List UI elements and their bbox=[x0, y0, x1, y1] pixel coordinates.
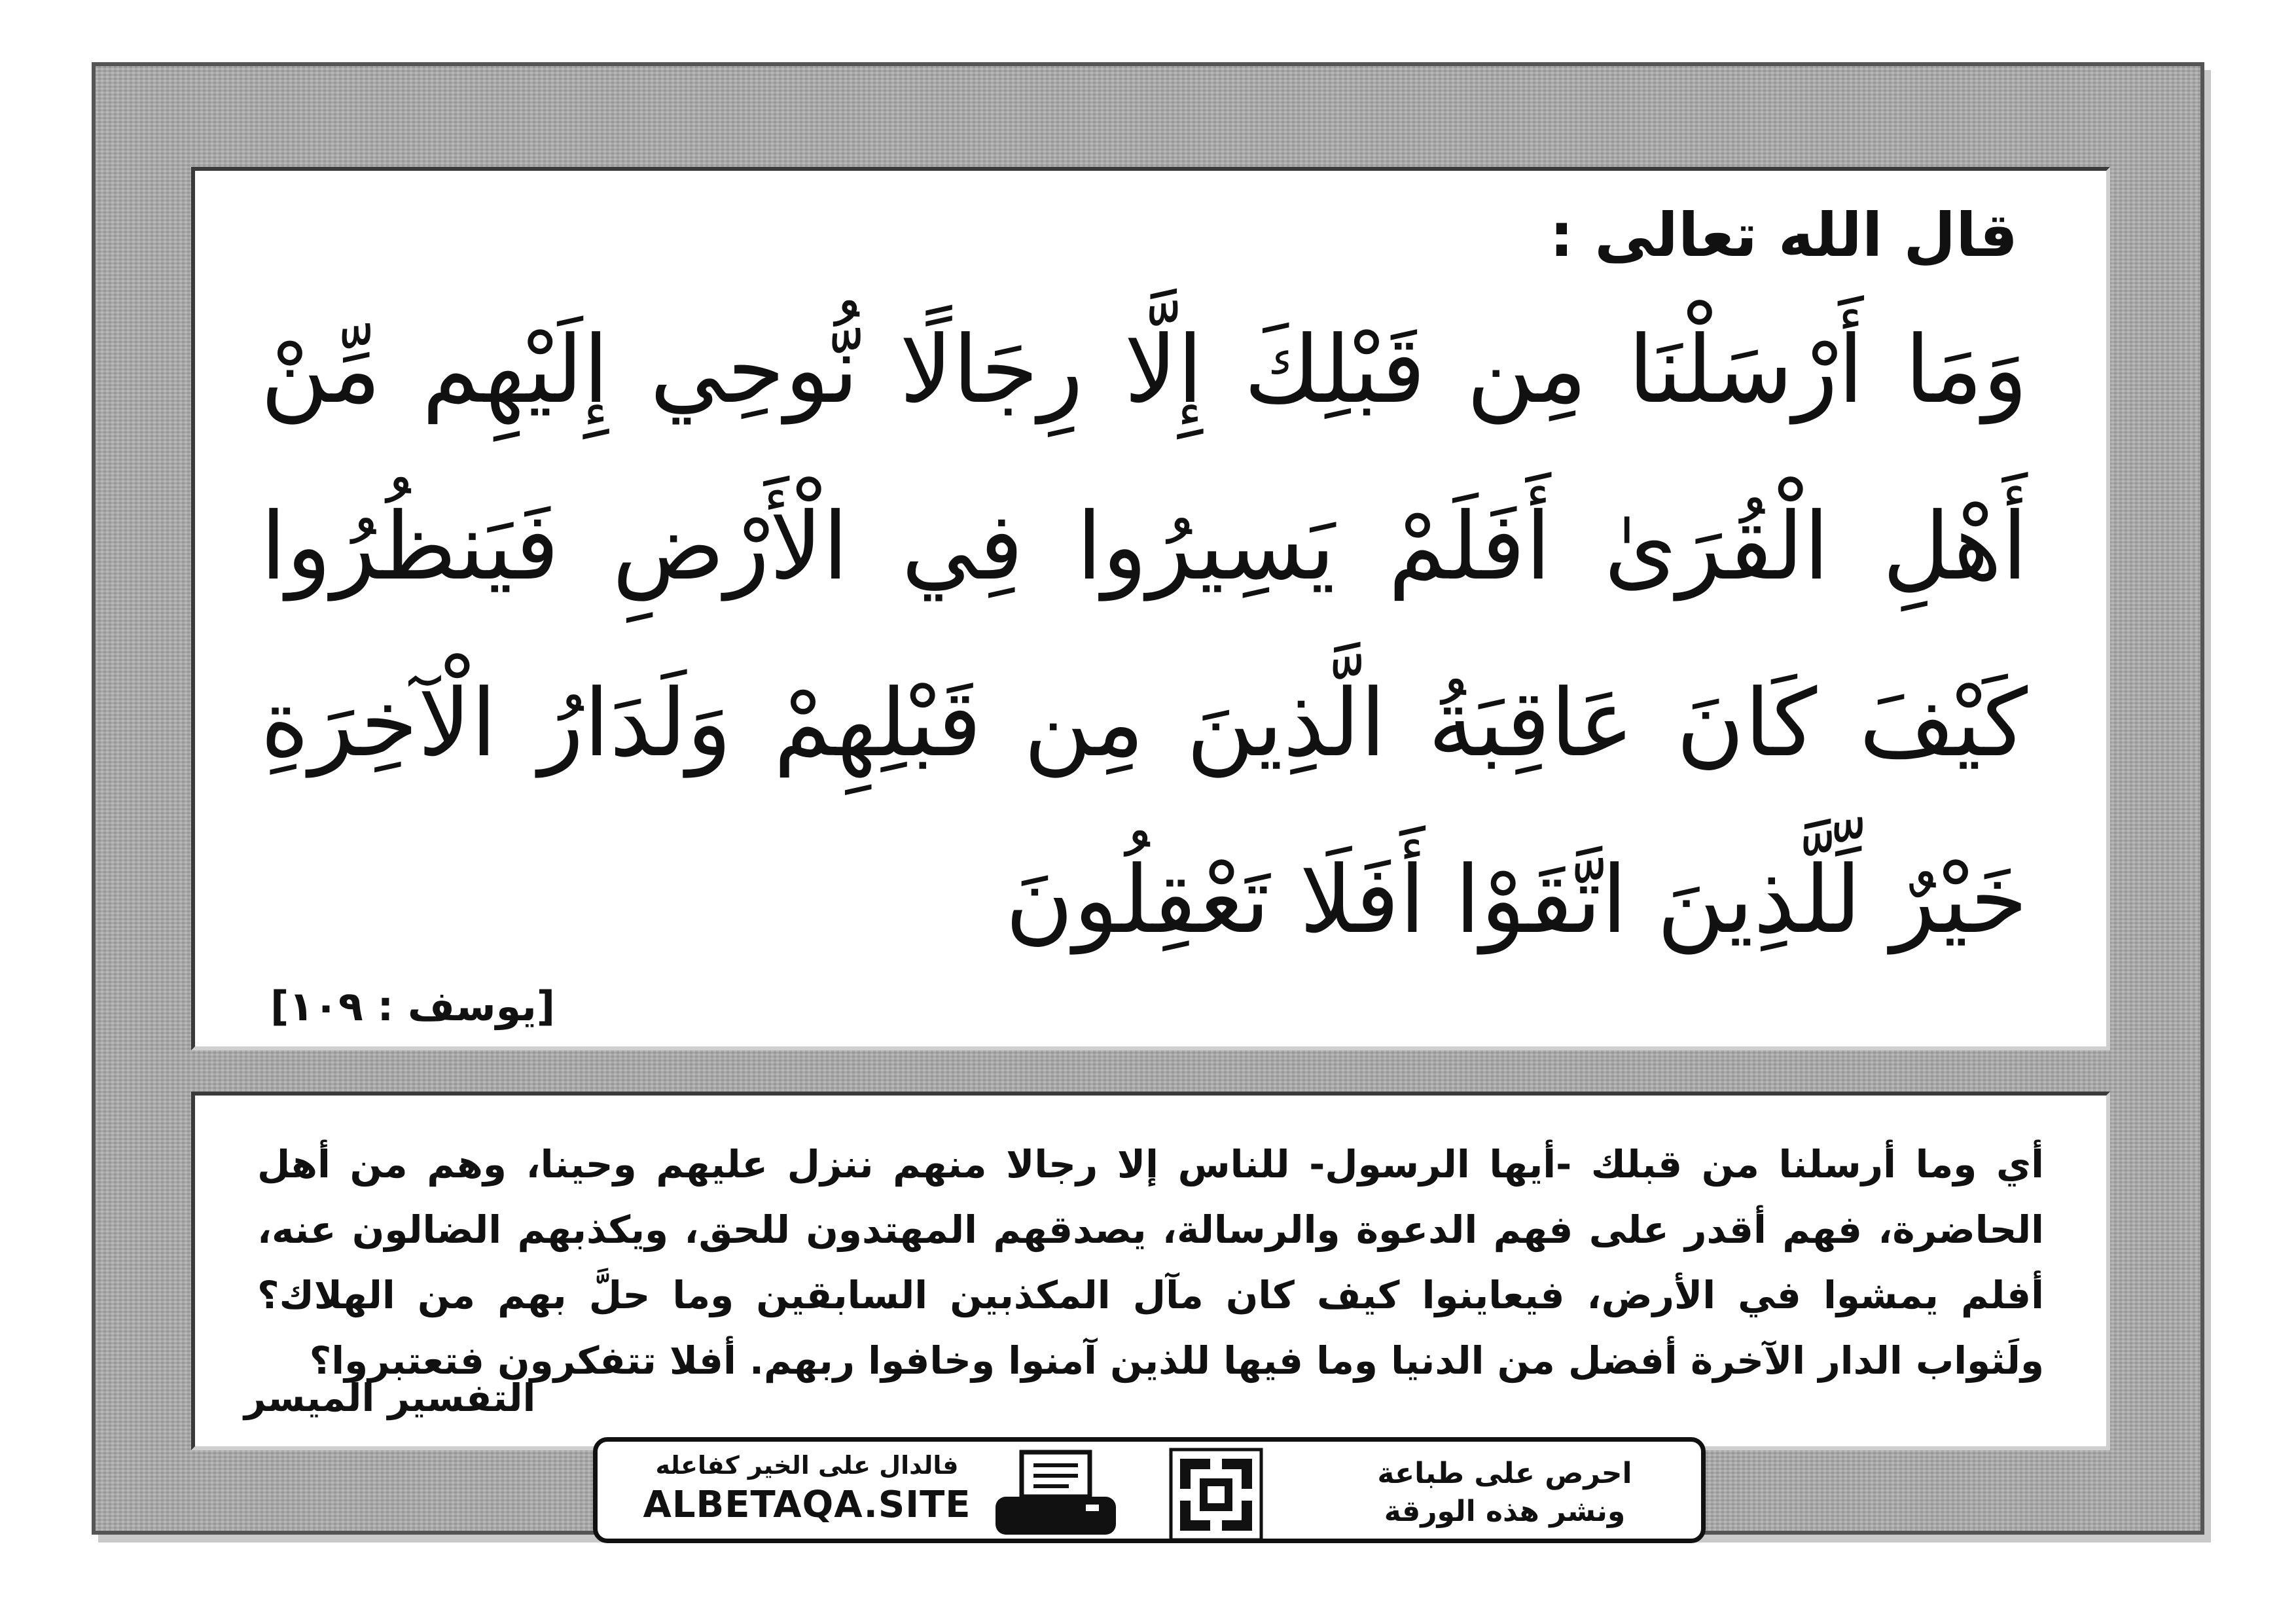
heading: قال الله تعالى : bbox=[1549, 200, 2018, 270]
footer-left bbox=[637, 1451, 977, 1526]
quran-verse: وَمَا أَرْسَلْنَا مِن قَبْلِكَ إِلَّا رِجَالًا نُّوحِي إِلَيْهِم مِّنْ أَهْلِ الْقُرَىٰ أَفَلَمْ يَسِيرُوا فِي الْأَرْضِ فَيَنظُرُوا كَيْفَ كَانَ عَاقِبَةُ الَّذِينَ مِن قَبْلِهِمْ وَلَدَارُ الْآخِرَةِ خَيْرٌ لِّلَّذِينَ اتَّقَوْا أَفَلَا تَعْقِلُونَ bbox=[260, 316, 2028, 954]
logo-icon bbox=[1167, 1446, 1265, 1544]
verse-panel bbox=[191, 167, 2110, 1050]
footer-right bbox=[1367, 1455, 1642, 1531]
tafsir-text: أي وما أرسلنا من قبلك -أيها الرسول- للناس إلا رجالا منهم ننزل عليهم وحينا، وهم من أهل الحاضرة، فهم أقدر على فهم الدعوة والرسالة، يصدقهم المهتدون للحق، ويكذبهم الضالون عنه، أفلم يمشوا في الأرض، فيعاينوا كيف كان مآل المكذبين السابقين وما حلَّ بهم من الهلاك؟ ولَثواب الدار الآخرة أفضل من الدنيا وما فيها للذين آمنوا وخافوا ربهم. أفلا تتفكرون فتعتبروا؟ bbox=[257, 1142, 2044, 1383]
footer-tagline: فالدال على الخير كفاعله bbox=[655, 1451, 959, 1480]
footer-banner bbox=[593, 1437, 1706, 1543]
tafsir-panel bbox=[191, 1092, 2110, 1450]
footer-right-line2: ونشر هذه الورقة bbox=[1384, 1495, 1626, 1528]
footer-right-line1: احرص على طباعة bbox=[1377, 1457, 1632, 1490]
site-link[interactable]: ALBETAQA.SITE bbox=[643, 1484, 971, 1526]
verse-reference: [يوسف : ١٠٩] bbox=[270, 982, 556, 1030]
printer-icon bbox=[990, 1448, 1121, 1540]
tafsir-source: التفسير الميسر bbox=[244, 1376, 536, 1420]
